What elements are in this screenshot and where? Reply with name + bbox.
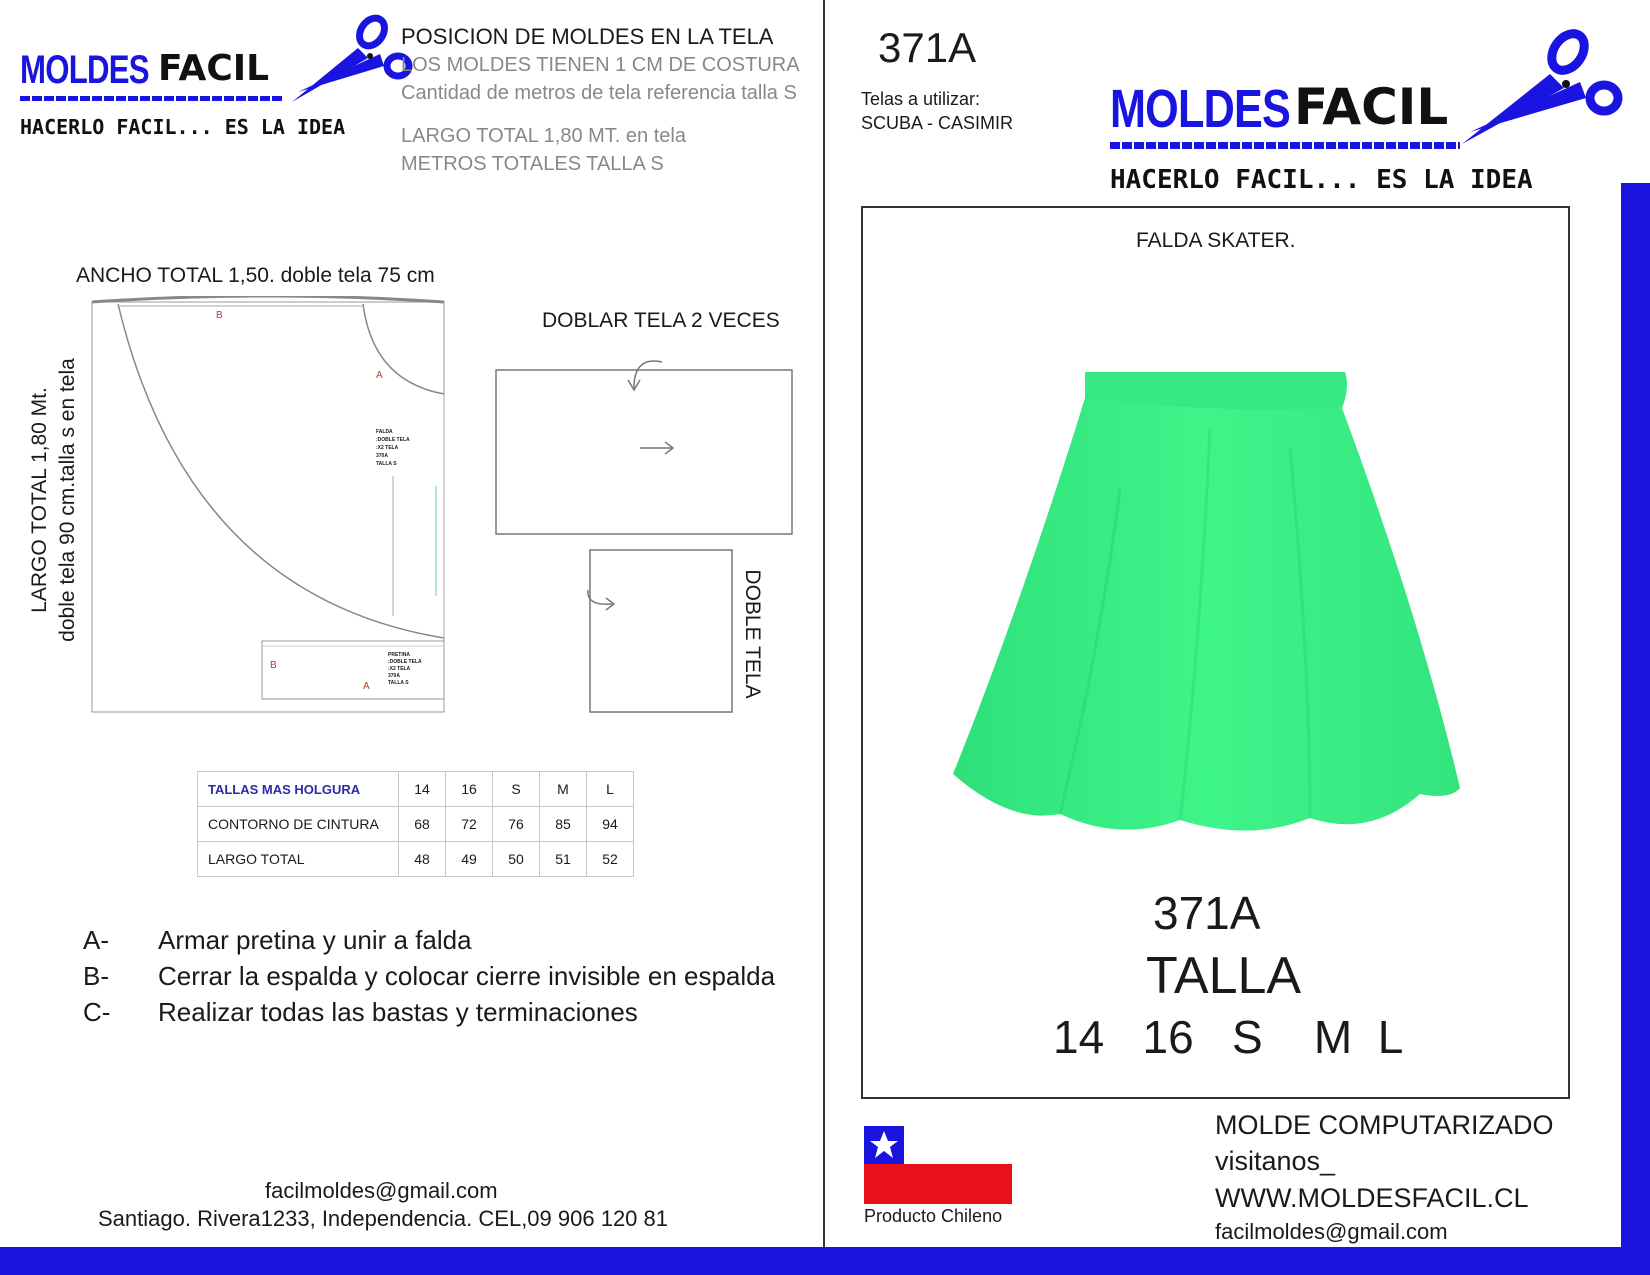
product-code-header: 371A: [878, 24, 977, 71]
total-meters-note: METROS TOTALES TALLA S: [401, 153, 664, 175]
contact-address: Santiago. Rivera1233, Independencia. CEL,09 906 120 81: [98, 1206, 668, 1231]
double-fabric-label: DOBLE TELA: [741, 569, 764, 699]
left-logo: [20, 48, 400, 138]
contact-email[interactable]: facilmoldes@gmail.com: [265, 1178, 498, 1203]
length-label-line-1: LARGO TOTAL 1,80 Mt.: [28, 387, 51, 613]
product-code: 371A: [1153, 887, 1261, 939]
size-table-header-label: TALLAS MAS HOLGURA: [198, 772, 399, 807]
fabrics-label: Telas a utilizar:: [861, 89, 981, 109]
logo-word-facil: FACIL: [158, 48, 270, 89]
scissors-icon: [1456, 28, 1626, 153]
table-row: CONTORNO DE CINTURA 68 72 76 85 94: [198, 807, 634, 842]
mark-a-waistband: A: [363, 681, 370, 692]
total-length-note: LARGO TOTAL 1,80 MT. en tela: [401, 125, 686, 147]
logo-tagline: HACERLO FACIL... ES LA IDEA: [20, 115, 346, 139]
total-width-label: ANCHO TOTAL 1,50. doble tela 75 cm: [76, 264, 435, 287]
footer-email[interactable]: facilmoldes@gmail.com: [1215, 1219, 1448, 1244]
logo-word-facil: FACIL: [1294, 78, 1449, 136]
waistband-piece-label: PRETINA :DOBLE TELA :X2 TELA 370A TALLA S: [388, 652, 422, 686]
mark-a-top: A: [376, 370, 383, 381]
footer-line-2: visitanos_: [1215, 1146, 1336, 1176]
bottom-blue-bar: [0, 1247, 1650, 1275]
mark-b-top: B: [216, 310, 223, 321]
scissors-icon: [288, 14, 413, 109]
footer-line-1: MOLDE COMPUTARIZADO: [1215, 1110, 1554, 1140]
product-name: FALDA SKATER.: [1136, 229, 1296, 252]
logo-underline: [1110, 142, 1460, 149]
right-blue-bar: [1621, 183, 1650, 1253]
mark-b-waistband: B: [270, 660, 277, 671]
available-sizes: 14 16 S M L: [1053, 1011, 1404, 1063]
flag-caption: Producto Chileno: [864, 1206, 1003, 1226]
size-table: [197, 771, 634, 877]
logo-tagline: HACERLO FACIL... ES LA IDEA: [1110, 165, 1533, 195]
logo-underline: [20, 96, 282, 101]
logo-word-moldes: MOLDES: [20, 48, 149, 92]
skater-skirt-image: [950, 368, 1465, 843]
logo-word-moldes: MOLDES: [1110, 79, 1291, 139]
star-icon: [869, 1130, 899, 1160]
table-row: LARGO TOTAL 48 49 50 51 52: [198, 842, 634, 877]
size-table-header: TALLAS MAS HOLGURA 14 16 S M L: [198, 772, 634, 807]
skirt-piece-label: FALDA :DOBLE TELA :X2 TELA 370A TALLA S: [376, 429, 410, 467]
page-divider: [823, 0, 825, 1250]
fabrics-value: SCUBA - CASIMIR: [861, 113, 1014, 133]
website-link[interactable]: WWW.MOLDESFACIL.CL: [1215, 1183, 1529, 1213]
layout-title: POSICION DE MOLDES EN LA TELA: [401, 24, 774, 49]
chile-flag-red: [864, 1164, 1012, 1204]
size-label: TALLA: [1146, 947, 1302, 1005]
fold-twice-label: DOBLAR TELA 2 VECES: [542, 309, 780, 332]
fabric-reference-note: Cantidad de metros de tela referencia talla S: [401, 82, 797, 104]
right-logo: [1110, 78, 1630, 198]
seam-allowance-note: LOS MOLDES TIENEN 1 CM DE COSTURA: [401, 54, 800, 76]
length-label-line-2: doble tela 90 cm.talla s en tela: [56, 358, 79, 642]
